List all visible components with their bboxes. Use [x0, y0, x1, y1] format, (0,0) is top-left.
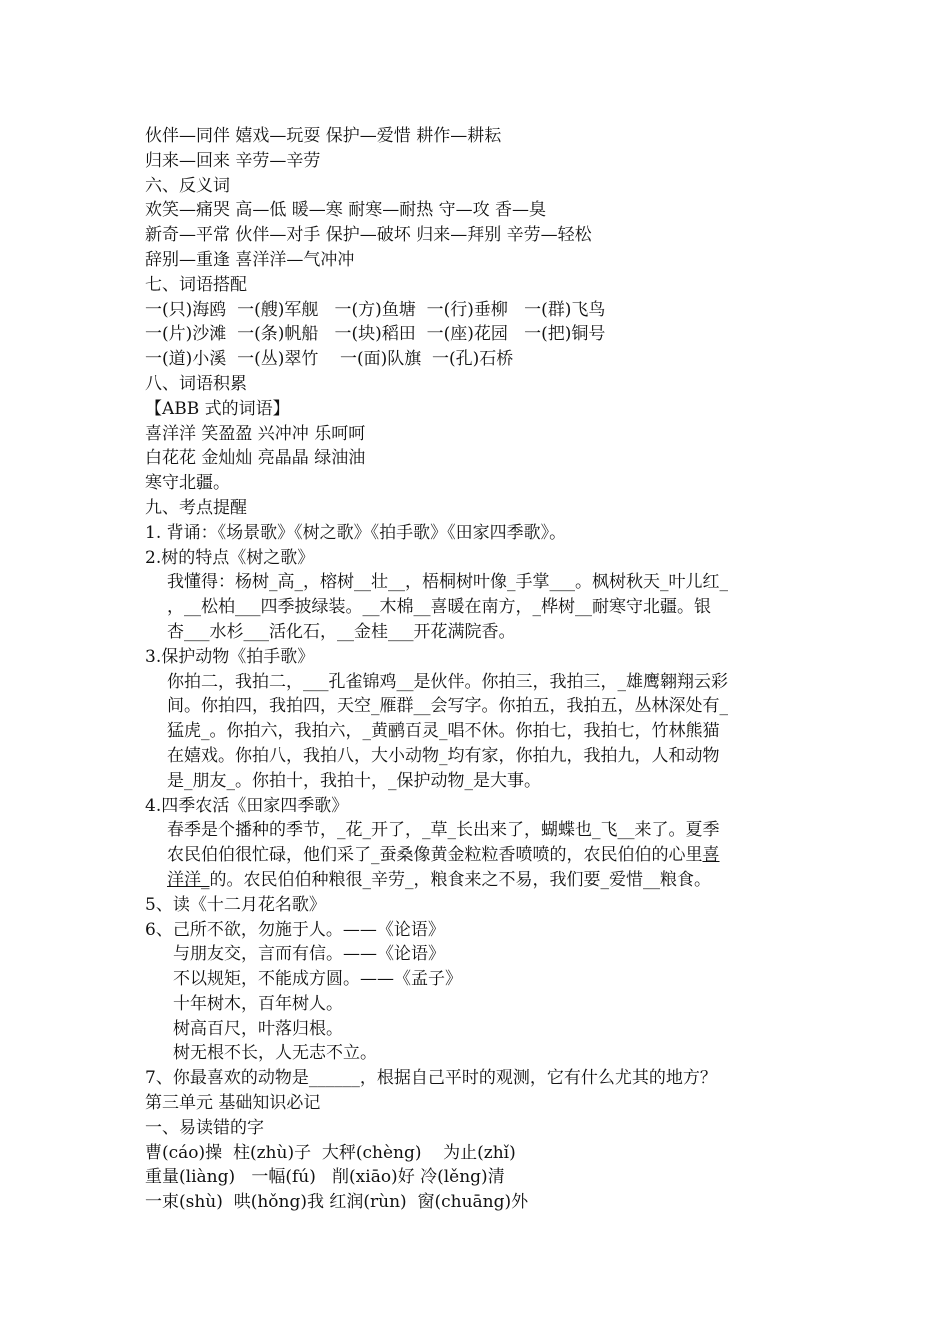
animal-para-line-2: 间。你拍四，我拍四，天空_雁群__会写字。你拍五，我拍五，丛林深处有_ [167, 696, 728, 717]
document-body [145, 124, 825, 1215]
saying-5: 树无根不长，人无志不立。 [173, 1043, 377, 1064]
animal-para-line-1: 你拍二，我拍二，___孔雀锦鸡__是伙伴。你拍三，我拍三，_雄鹰翱翔云彩 [167, 671, 728, 692]
collocation-line-3: 一(道)小溪 一(丛)翠竹 一(面)队旗 一(孔)石桥 [145, 349, 514, 370]
underlined-word-start: 喜 [702, 845, 720, 866]
unit-3-heading: 第三单元 基础知识必记 [145, 1093, 321, 1114]
farm-para-line-3 [145, 868, 825, 893]
section-accumulation-heading: 八、词语积累 [145, 373, 247, 394]
abb-line-3: 寒守北疆。 [145, 473, 230, 494]
point-1-recite: 1. 背诵：《场景歌》《树之歌》《拍手歌》《田家四季歌》。 [145, 522, 567, 543]
farm-para-line-3-text: 的。农民伯伯种粮很_辛劳_，粮食来之不易，我们要_爱惜__粮食。 [209, 869, 711, 890]
abb-line-1: 喜洋洋 笑盈盈 兴冲冲 乐呵呵 [145, 423, 366, 444]
synonym-line-2: 归来—回来 辛劳—辛劳 [145, 150, 321, 171]
collocation-line-2: 一(片)沙滩 一(条)帆船 一(块)稻田 一(座)花园 一(把)铜号 [145, 324, 606, 345]
collocation-line-1: 一(只)海鸥 一(艘)军舰 一(方)鱼塘 一(行)垂柳 一(群)飞鸟 [145, 299, 606, 320]
antonym-line-1: 欢笑—痛哭 高—低 暖—寒 耐寒—耐热 守—攻 香—臭 [145, 200, 547, 221]
section-collocation-heading: 七、词语搭配 [145, 274, 247, 295]
synonym-line-1: 伙伴—同伴 嬉戏—玩耍 保护—爱惜 耕作—耕耘 [145, 126, 502, 146]
farm-para-line-1: 春季是个播种的季节，_花_开了，_草_长出来了，蝴蝶也_飞__来了。夏季 [167, 820, 720, 841]
section-misread-heading: 一、易读错的字 [145, 1117, 264, 1138]
abb-heading: 【ABB 式的词语】 [145, 398, 290, 419]
tree-para-line-2: ，__松柏___四季披绿装。__木棉__喜暖在南方，_桦树__耐寒守北疆。银 [167, 597, 711, 618]
antonym-line-2: 新奇—平常 伙伴—对手 保护—破坏 归来—拜别 辛劳—轻松 [145, 225, 592, 246]
point-4-heading: 4.四季农活《田家四季歌》 [145, 795, 349, 816]
abb-line-2: 白花花 金灿灿 亮晶晶 绿油油 [145, 448, 366, 469]
point-2-heading: 2.树的特点《树之歌》 [145, 547, 315, 568]
animal-para-line-5: 是_朋友_。你拍十，我拍十，_保护动物_是大事。 [167, 770, 541, 791]
farm-para-line-2 [145, 843, 825, 868]
point-5-heading: 5、读《十二月花名歌》 [145, 894, 326, 915]
saying-3: 十年树木，百年树人。 [173, 993, 343, 1014]
pinyin-line-3: 一束(shù) 哄(hǒng)我 红润(rùn) 窗(chuāng)外 [145, 1192, 529, 1213]
section-key-points-heading: 九、考点提醒 [145, 497, 247, 518]
point-6-heading: 6、己所不欲，勿施于人。——《论语》 [145, 919, 445, 940]
section-antonyms-heading: 六、反义词 [145, 175, 230, 196]
tree-para-line-3: 杏___水杉___活化石，__金桂___开花满院香。 [167, 621, 516, 642]
animal-para-line-4: 在嬉戏。你拍八，我拍八，大小动物_均有家，你拍九，我拍九，人和动物 [167, 745, 720, 766]
tree-para-line-1: 我懂得：杨树_高_，榕树__壮__，梧桐树叶像_手掌___。枫树秋天_叶儿红_ [167, 572, 728, 593]
saying-2: 不以规矩，不能成方圆。——《孟子》 [173, 969, 462, 990]
saying-1: 与朋友交，言而有信。——《论语》 [173, 944, 445, 965]
farm-para-line-2-text: 农民伯伯很忙碌，他们采了_蚕桑像黄金粒粒香喷喷的，农民伯伯的心里 [167, 845, 703, 866]
saying-4: 树高百尺，叶落归根。 [173, 1018, 343, 1039]
point-7-question: 7、你最喜欢的动物是______，根据自己平时的观测，它有什么尤其的地方？ [145, 1068, 717, 1089]
pinyin-line-2: 重量(liàng) 一幅(fú) 削(xiāo)好 冷(lěng)清 [145, 1167, 505, 1188]
animal-para-line-3: 猛虎_。你拍六，我拍六，_黄鹂百灵_唱不休。你拍七，我拍七，竹林熊猫 [167, 721, 720, 742]
point-3-heading: 3.保护动物《拍手歌》 [145, 646, 315, 667]
antonym-line-3: 辞别—重逢 喜洋洋—气冲冲 [145, 249, 355, 270]
underlined-word-end: 洋洋_ [167, 869, 210, 890]
pinyin-line-1: 曹(cáo)操 柱(zhù)子 大秤(chèng) 为止(zhǐ) [145, 1142, 516, 1163]
